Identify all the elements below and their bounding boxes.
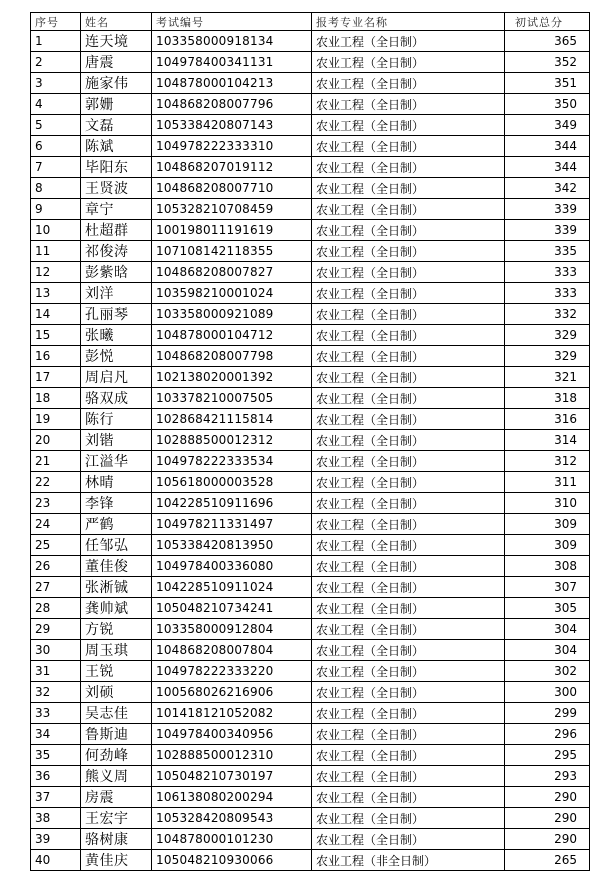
header-index: 序号 [31,13,81,31]
exam-id: 100568026216906 [152,682,312,703]
exam-id: 104868207019112 [152,157,312,178]
total-score: 309 [505,535,590,556]
header-row [31,13,590,31]
candidate-name: 孔丽琴 [81,304,152,325]
table-row [31,73,590,94]
table-row [31,199,590,220]
candidate-name: 房震 [81,787,152,808]
table-row [31,724,590,745]
table-row [31,94,590,115]
total-score: 342 [505,178,590,199]
total-score: 265 [505,850,590,871]
total-score: 352 [505,52,590,73]
total-score: 293 [505,766,590,787]
row-index: 22 [31,472,81,493]
exam-id: 104228510911696 [152,493,312,514]
row-index: 3 [31,73,81,94]
total-score: 318 [505,388,590,409]
candidate-name: 周玉琪 [81,640,152,661]
exam-id: 103358000921089 [152,304,312,325]
candidate-table [30,12,590,871]
row-index: 24 [31,514,81,535]
table-row [31,31,590,52]
exam-id: 104978211331497 [152,514,312,535]
major-name: 农业工程（全日制） [312,745,505,766]
candidate-name: 严鹤 [81,514,152,535]
row-index: 20 [31,430,81,451]
total-score: 302 [505,661,590,682]
total-score: 290 [505,808,590,829]
candidate-name: 鲁斯迪 [81,724,152,745]
row-index: 26 [31,556,81,577]
total-score: 308 [505,556,590,577]
total-score: 321 [505,367,590,388]
exam-id: 105338420807143 [152,115,312,136]
major-name: 农业工程（全日制） [312,514,505,535]
candidate-name: 张淅铖 [81,577,152,598]
row-index: 16 [31,346,81,367]
row-index: 2 [31,52,81,73]
row-index: 34 [31,724,81,745]
exam-id: 104978400341131 [152,52,312,73]
table-row [31,766,590,787]
table-row [31,493,590,514]
table-row [31,808,590,829]
major-name: 农业工程（全日制） [312,409,505,430]
table-row [31,157,590,178]
major-name: 农业工程（全日制） [312,829,505,850]
score-sheet [30,12,590,871]
candidate-name: 黄佳庆 [81,850,152,871]
row-index: 4 [31,94,81,115]
candidate-name: 周启凡 [81,367,152,388]
major-name: 农业工程（全日制） [312,577,505,598]
row-index: 27 [31,577,81,598]
table-row [31,703,590,724]
candidate-name: 骆双成 [81,388,152,409]
total-score: 351 [505,73,590,94]
candidate-name: 刘洋 [81,283,152,304]
table-row [31,262,590,283]
table-row [31,535,590,556]
table-row [31,850,590,871]
total-score: 329 [505,325,590,346]
row-index: 14 [31,304,81,325]
row-index: 6 [31,136,81,157]
candidate-name: 王贤波 [81,178,152,199]
table-row [31,640,590,661]
major-name: 农业工程（全日制） [312,73,505,94]
exam-id: 103378210007505 [152,388,312,409]
candidate-name: 彭悦 [81,346,152,367]
candidate-name: 董佳俊 [81,556,152,577]
exam-id: 104868208007796 [152,94,312,115]
exam-id: 101418121052082 [152,703,312,724]
table-row [31,745,590,766]
candidate-name: 吴志佳 [81,703,152,724]
total-score: 296 [505,724,590,745]
major-name: 农业工程（全日制） [312,283,505,304]
row-index: 9 [31,199,81,220]
total-score: 316 [505,409,590,430]
total-score: 344 [505,157,590,178]
row-index: 18 [31,388,81,409]
row-index: 11 [31,241,81,262]
candidate-name: 张曦 [81,325,152,346]
table-row [31,598,590,619]
candidate-name: 连天境 [81,31,152,52]
major-name: 农业工程（全日制） [312,535,505,556]
exam-id: 104978222333534 [152,451,312,472]
exam-id: 100198011191619 [152,220,312,241]
exam-id: 103598210001024 [152,283,312,304]
table-row [31,388,590,409]
major-name: 农业工程（全日制） [312,325,505,346]
exam-id: 104978222333310 [152,136,312,157]
major-name: 农业工程（全日制） [312,136,505,157]
row-index: 17 [31,367,81,388]
candidate-name: 文磊 [81,115,152,136]
table-row [31,556,590,577]
candidate-name: 郭姗 [81,94,152,115]
candidate-name: 刘锴 [81,430,152,451]
candidate-name: 章宁 [81,199,152,220]
candidate-name: 熊义周 [81,766,152,787]
row-index: 40 [31,850,81,871]
table-row [31,682,590,703]
candidate-name: 毕阳东 [81,157,152,178]
major-name: 农业工程（全日制） [312,94,505,115]
header-name: 姓名 [81,13,152,31]
exam-id: 105328210708459 [152,199,312,220]
major-name: 农业工程（全日制） [312,157,505,178]
header-exam-id: 考试编号 [152,13,312,31]
table-row [31,283,590,304]
row-index: 10 [31,220,81,241]
table-row [31,367,590,388]
total-score: 307 [505,577,590,598]
total-score: 309 [505,514,590,535]
candidate-name: 祁俊涛 [81,241,152,262]
table-row [31,241,590,262]
table-row [31,577,590,598]
table-row [31,325,590,346]
major-name: 农业工程（全日制） [312,304,505,325]
row-index: 28 [31,598,81,619]
row-index: 8 [31,178,81,199]
table-row [31,52,590,73]
total-score: 339 [505,199,590,220]
total-score: 365 [505,31,590,52]
major-name: 农业工程（全日制） [312,808,505,829]
total-score: 332 [505,304,590,325]
candidate-name: 陈斌 [81,136,152,157]
candidate-name: 骆树康 [81,829,152,850]
major-name: 农业工程（全日制） [312,199,505,220]
candidate-name: 任邹弘 [81,535,152,556]
total-score: 290 [505,787,590,808]
exam-id: 104868208007710 [152,178,312,199]
row-index: 12 [31,262,81,283]
row-index: 5 [31,115,81,136]
major-name: 农业工程（全日制） [312,367,505,388]
major-name: 农业工程（全日制） [312,787,505,808]
major-name: 农业工程（全日制） [312,451,505,472]
total-score: 333 [505,283,590,304]
row-index: 36 [31,766,81,787]
table-row [31,451,590,472]
candidate-name: 林晴 [81,472,152,493]
total-score: 304 [505,640,590,661]
table-row [31,220,590,241]
row-index: 31 [31,661,81,682]
candidate-name: 陈行 [81,409,152,430]
major-name: 农业工程（全日制） [312,262,505,283]
major-name: 农业工程（全日制） [312,178,505,199]
major-name: 农业工程（全日制） [312,724,505,745]
table-row [31,304,590,325]
row-index: 1 [31,31,81,52]
major-name: 农业工程（全日制） [312,703,505,724]
candidate-name: 何劲峰 [81,745,152,766]
exam-id: 105618000003528 [152,472,312,493]
candidate-name: 王宏宇 [81,808,152,829]
table-row [31,661,590,682]
total-score: 350 [505,94,590,115]
row-index: 37 [31,787,81,808]
major-name: 农业工程（全日制） [312,430,505,451]
table-row [31,514,590,535]
exam-id: 104978222333220 [152,661,312,682]
major-name: 农业工程（全日制） [312,52,505,73]
header-major: 报考专业名称 [312,13,505,31]
candidate-name: 杜超群 [81,220,152,241]
candidate-name: 龚帅斌 [81,598,152,619]
table-row [31,829,590,850]
total-score: 349 [505,115,590,136]
candidate-name: 刘硕 [81,682,152,703]
total-score: 300 [505,682,590,703]
row-index: 35 [31,745,81,766]
exam-id: 104878000104213 [152,73,312,94]
table-row [31,136,590,157]
major-name: 农业工程（全日制） [312,346,505,367]
total-score: 310 [505,493,590,514]
candidate-name: 方锐 [81,619,152,640]
table-row [31,430,590,451]
major-name: 农业工程（全日制） [312,619,505,640]
exam-id: 102888500012312 [152,430,312,451]
row-index: 19 [31,409,81,430]
total-score: 314 [505,430,590,451]
major-name: 农业工程（全日制） [312,115,505,136]
table-row [31,472,590,493]
major-name: 农业工程（全日制） [312,472,505,493]
table-row [31,409,590,430]
row-index: 29 [31,619,81,640]
exam-id: 104978400340956 [152,724,312,745]
table-row [31,346,590,367]
table-row [31,115,590,136]
exam-id: 104978400336080 [152,556,312,577]
total-score: 335 [505,241,590,262]
major-name: 农业工程（全日制） [312,388,505,409]
major-name: 农业工程（全日制） [312,766,505,787]
major-name: 农业工程（全日制） [312,220,505,241]
exam-id: 104868208007804 [152,640,312,661]
exam-id: 104228510911024 [152,577,312,598]
total-score: 290 [505,829,590,850]
table-body [31,31,590,871]
row-index: 7 [31,157,81,178]
exam-id: 102138020001392 [152,367,312,388]
row-index: 32 [31,682,81,703]
total-score: 329 [505,346,590,367]
major-name: 农业工程（全日制） [312,661,505,682]
exam-id: 107108142118355 [152,241,312,262]
major-name: 农业工程（全日制） [312,556,505,577]
table-row [31,619,590,640]
header-score: 初试总分 [505,13,590,31]
exam-id: 105338420813950 [152,535,312,556]
total-score: 333 [505,262,590,283]
exam-id: 105048210734241 [152,598,312,619]
candidate-name: 江溢华 [81,451,152,472]
exam-id: 105048210730197 [152,766,312,787]
row-index: 25 [31,535,81,556]
candidate-name: 李锋 [81,493,152,514]
total-score: 312 [505,451,590,472]
exam-id: 104868208007798 [152,346,312,367]
row-index: 38 [31,808,81,829]
total-score: 295 [505,745,590,766]
candidate-name: 王锐 [81,661,152,682]
total-score: 339 [505,220,590,241]
candidate-name: 彭紫晗 [81,262,152,283]
candidate-name: 唐震 [81,52,152,73]
row-index: 39 [31,829,81,850]
exam-id: 103358000912804 [152,619,312,640]
major-name: 农业工程（全日制） [312,31,505,52]
row-index: 30 [31,640,81,661]
major-name: 农业工程（全日制） [312,682,505,703]
row-index: 21 [31,451,81,472]
total-score: 304 [505,619,590,640]
total-score: 311 [505,472,590,493]
major-name: 农业工程（全日制） [312,640,505,661]
exam-id: 104878000104712 [152,325,312,346]
table-row [31,787,590,808]
major-name: 农业工程（全日制） [312,598,505,619]
exam-id: 102868421115814 [152,409,312,430]
candidate-name: 施家伟 [81,73,152,94]
exam-id: 105048210930066 [152,850,312,871]
table-row [31,178,590,199]
row-index: 13 [31,283,81,304]
major-name: 农业工程（非全日制） [312,850,505,871]
major-name: 农业工程（全日制） [312,493,505,514]
row-index: 23 [31,493,81,514]
exam-id: 104878000101230 [152,829,312,850]
exam-id: 106138080200294 [152,787,312,808]
row-index: 33 [31,703,81,724]
total-score: 299 [505,703,590,724]
total-score: 344 [505,136,590,157]
exam-id: 105328420809543 [152,808,312,829]
exam-id: 103358000918134 [152,31,312,52]
exam-id: 104868208007827 [152,262,312,283]
major-name: 农业工程（全日制） [312,241,505,262]
exam-id: 102888500012310 [152,745,312,766]
total-score: 305 [505,598,590,619]
row-index: 15 [31,325,81,346]
